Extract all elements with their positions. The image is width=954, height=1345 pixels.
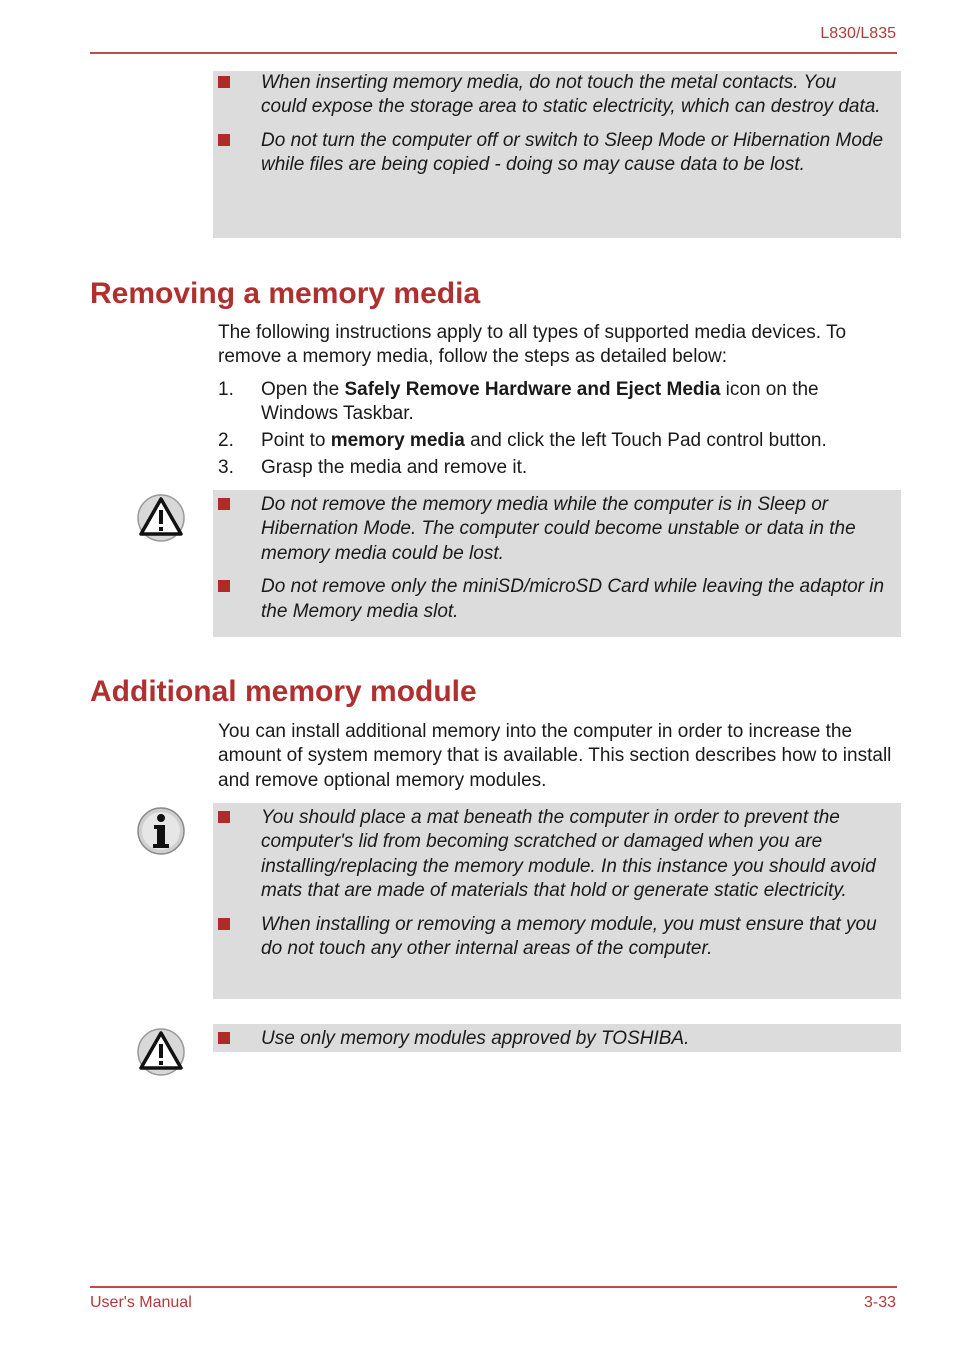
step-item (218, 456, 898, 480)
footer-rule (90, 1286, 897, 1288)
caution-text: Use only memory modules approved by TOSHIBA. (261, 1028, 690, 1049)
step-text: Point to (261, 430, 331, 451)
step-text: Open the (261, 379, 345, 400)
caution-text: Do not remove only the miniSD/microSD Card while leaving the adaptor in the Memory media slot. (261, 576, 885, 622)
step-number: 2. (218, 430, 234, 451)
section-intro: You can install additional memory into the computer in order to increase the amount of system memory that is available. This section describes how to install and remove optional memory modules. (218, 721, 892, 791)
square-bullet-icon (218, 1032, 230, 1044)
step-number: 3. (218, 457, 234, 478)
section-intro: The following instructions apply to all types of supported media devices. To remove a memory media, follow the steps as detailed below: (218, 322, 847, 368)
caution-item (261, 575, 885, 624)
step-item (218, 429, 898, 453)
note-text: Do not turn the computer off or switch to Sleep Mode or Hibernation Mode while files are being copied - doing so may cause data to be lost. (261, 129, 884, 176)
caution-box-1 (213, 490, 901, 637)
step-ui-term: Safely Remove Hardware and Eject Media (344, 379, 721, 400)
square-bullet-icon (218, 811, 230, 823)
step-text: and click the left Touch Pad control button. (464, 430, 827, 451)
warning-triangle-icon (136, 493, 186, 543)
note-text: When inserting memory media, do not touch the metal contacts. You could expose the storage area to static electricity, which can destroy data. (261, 72, 881, 118)
square-bullet-icon (218, 498, 230, 510)
warning-triangle-icon (136, 1027, 186, 1077)
note-item (261, 71, 885, 120)
caution-item (261, 1027, 885, 1051)
step-text: icon on the Windows Taskbar. (261, 379, 819, 425)
note-item (261, 129, 885, 178)
section-heading-additional: Additional memory module (90, 675, 477, 708)
step-ui-term: memory media (330, 430, 465, 451)
model-label: L830/L835 (820, 25, 896, 42)
info-text: You should place a mat beneath the computer in order to prevent the computer's lid from becoming scratched or damaged when you are installing/replacing the memory module. In this instance you should avoid mats that are made of materials that hold or generate static electricity. (261, 807, 876, 902)
section-heading-removing: Removing a memory media (90, 277, 481, 310)
caution-box-2 (213, 1024, 901, 1052)
step-item (218, 378, 898, 427)
square-bullet-icon (218, 918, 230, 930)
info-text: When installing or removing a memory module, you must ensure that you do not touch any other internal areas of the computer. (261, 913, 877, 960)
header-rule (90, 52, 897, 54)
footer-manual-title: User's Manual (90, 1294, 192, 1311)
page-number: 3-33 (863, 1294, 896, 1311)
step-text: Grasp the media and remove it. (261, 457, 528, 478)
caution-text: Do not remove the memory media while the computer is in Sleep or Hibernation Mode. The computer could become unstable or data in the memory media could be lost. (261, 494, 856, 564)
caution-item (261, 493, 885, 566)
info-item (261, 806, 885, 904)
square-bullet-icon (218, 580, 230, 592)
info-item (261, 913, 885, 962)
note-box-1 (213, 71, 901, 238)
info-box (213, 803, 901, 999)
step-number: 1. (218, 379, 234, 400)
square-bullet-icon (218, 134, 230, 146)
info-icon (136, 806, 186, 856)
square-bullet-icon (218, 76, 230, 88)
